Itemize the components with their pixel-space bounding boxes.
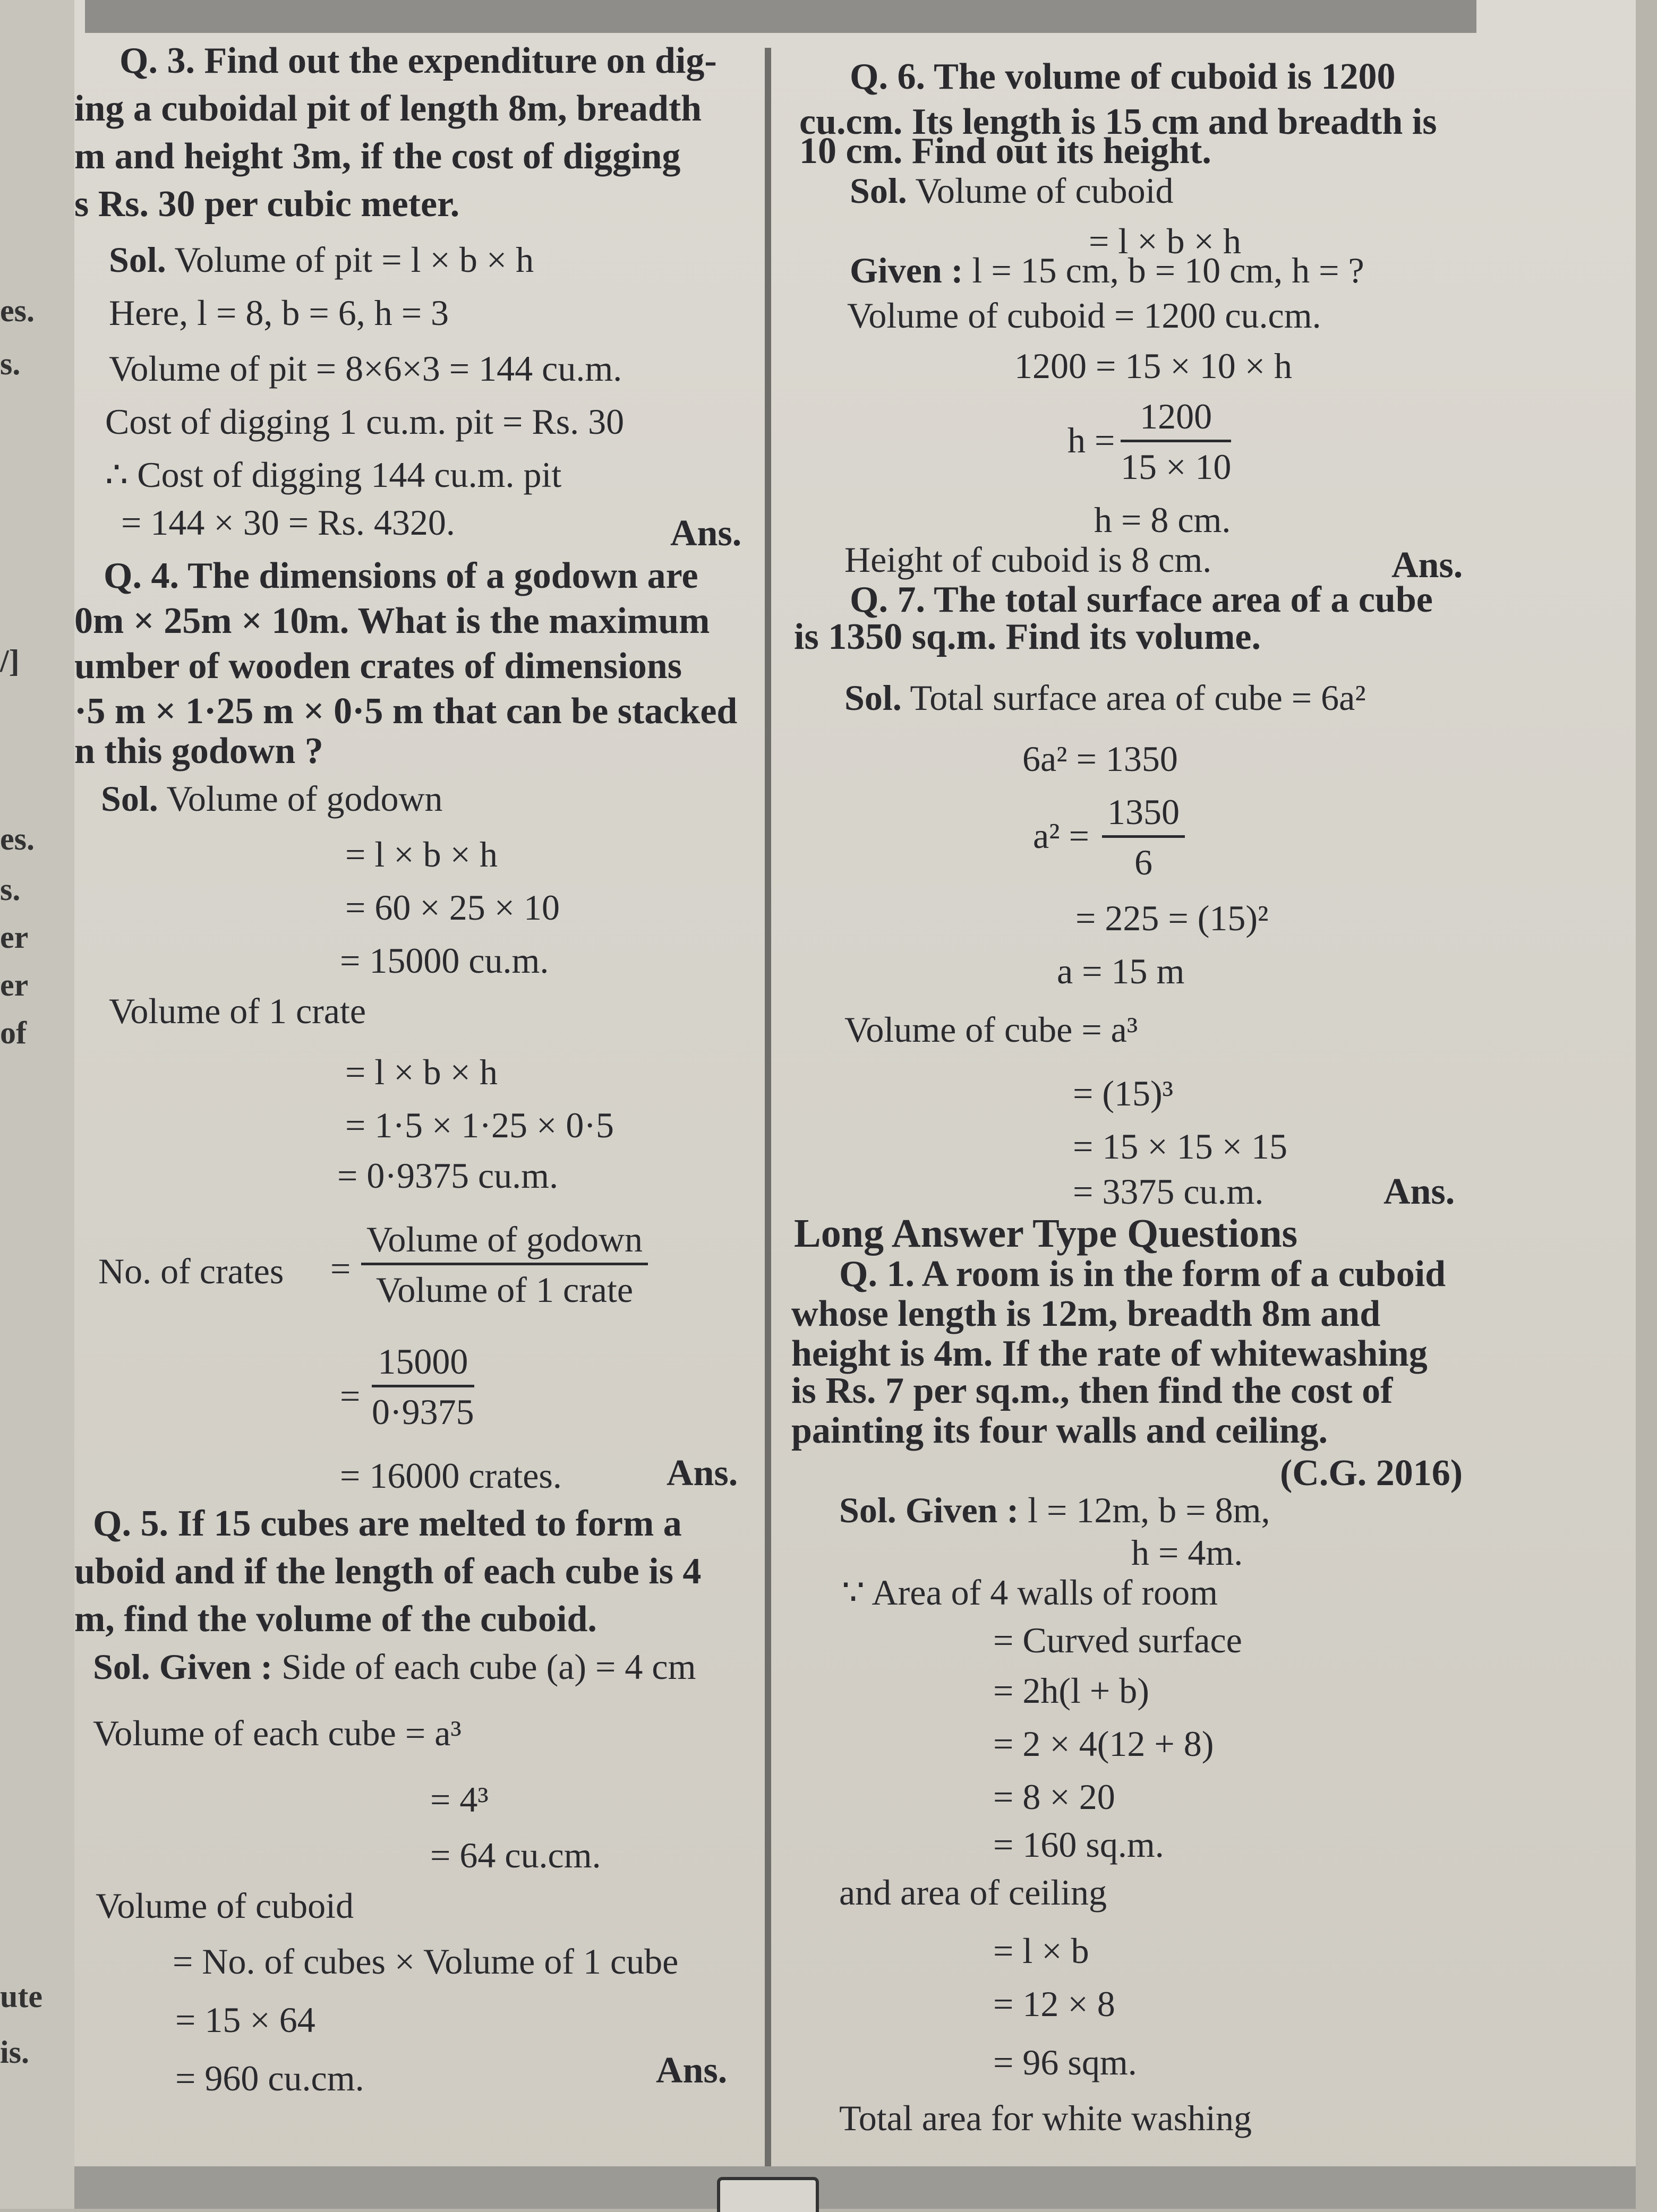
solution-line: = 60 × 25 × 10 xyxy=(345,887,560,928)
question-text: is 1350 sq.m. Find its volume. xyxy=(794,616,1261,657)
solution-line: = 15 × 15 × 15 xyxy=(1073,1126,1288,1167)
solution-line: Volume of cuboid = 1200 cu.cm. xyxy=(847,295,1321,336)
section-heading: Long Answer Type Questions xyxy=(794,1211,1298,1256)
solution-line: Volume of each cube = a³ xyxy=(93,1713,462,1753)
solution-line: Sol. Total surface area of cube = 6a² xyxy=(844,678,1366,718)
solution-line: = 1·5 × 1·25 × 0·5 xyxy=(345,1105,614,1145)
question-text: ing a cuboidal pit of length 8m, breadth xyxy=(74,88,702,129)
solution-line: ∴ Cost of digging 144 cu.m. pit xyxy=(105,455,562,495)
question-text: Q. 1. A room is in the form of a cuboid xyxy=(839,1254,1446,1294)
solution-line: Cost of digging 1 cu.m. pit = Rs. 30 xyxy=(105,401,625,442)
fraction-1350-over-6 xyxy=(1102,794,1185,880)
question-text: Q. 3. Find out the expenditure on dig- xyxy=(119,40,717,81)
solution-line: = l × b × h xyxy=(345,834,498,874)
question-text: Q. 6. The volume of cuboid is 1200 xyxy=(850,56,1396,97)
fraction-denominator: 15 × 10 xyxy=(1121,447,1232,487)
solution-line: Sol. Volume of cuboid xyxy=(850,170,1174,211)
question-text: 0m × 25m × 10m. What is the maximum xyxy=(74,601,710,641)
question-text: uboid and if the length of each cube is 4 xyxy=(74,1551,702,1592)
solution-line: = 15 × 64 xyxy=(175,2000,315,2040)
sol-label: Sol. Given : xyxy=(839,1490,1019,1530)
crates-label: No. of crates xyxy=(98,1251,284,1291)
adjacent-page-strip xyxy=(0,0,74,2209)
solution-line: Volume of pit = 8×6×3 = 144 cu.m. xyxy=(109,348,622,389)
solution-line: = 16000 crates. xyxy=(340,1455,562,1496)
question-text: 10 cm. Find out its height. xyxy=(799,131,1211,172)
solution-line: = 64 cu.cm. xyxy=(430,1835,601,1875)
question-text: s Rs. 30 per cubic meter. xyxy=(74,184,460,225)
solution-line: Sol. Given : Side of each cube (a) = 4 cm xyxy=(93,1647,696,1687)
question-text: m, find the volume of the cuboid. xyxy=(74,1599,597,1640)
fraction-numerator: 1200 xyxy=(1121,398,1231,442)
solution-line: = 8 × 20 xyxy=(993,1777,1115,1817)
question-text: Q. 5. If 15 cubes are melted to form a xyxy=(93,1503,682,1544)
given-label: Given : xyxy=(850,250,963,290)
solution-line: = 4³ xyxy=(430,1779,489,1820)
solution-line: = 2 × 4(12 + 8) xyxy=(993,1724,1214,1764)
question-text: umber of wooden crates of dimensions xyxy=(74,646,682,687)
page-bottom-band xyxy=(74,2166,1636,2209)
solution-line: and area of ceiling xyxy=(839,1872,1107,1913)
solution-line: h = 8 cm. xyxy=(1094,500,1231,540)
solution-line: = 160 sq.m. xyxy=(993,1824,1164,1865)
solution-line: Given : l = 15 cm, b = 10 cm, h = ? xyxy=(850,250,1364,290)
fraction-numerator: 15000 xyxy=(372,1343,474,1387)
fraction-15000-over-09375 xyxy=(372,1343,474,1430)
exam-reference: (C.G. 2016) xyxy=(1280,1453,1463,1494)
fraction-denominator: 0·9375 xyxy=(372,1392,474,1432)
equals-sign: = xyxy=(340,1376,361,1416)
margin-fragment: s. xyxy=(0,872,21,907)
answer-marker: Ans. xyxy=(1391,545,1463,586)
solution-line: Sol. Given : l = 12m, b = 8m, xyxy=(839,1490,1270,1530)
fraction-numerator: Volume of godown xyxy=(361,1221,648,1265)
margin-fragment: s. xyxy=(0,346,21,381)
solution-line: Volume of cuboid xyxy=(96,1885,354,1926)
sol-label: Sol. xyxy=(850,170,907,211)
solution-line: ∵ Area of 4 walls of room xyxy=(842,1572,1218,1613)
fraction-denominator: Volume of 1 crate xyxy=(376,1270,634,1310)
solution-line: = 15000 cu.m. xyxy=(340,940,549,981)
h-label: h = xyxy=(1067,420,1115,460)
answer-marker: Ans. xyxy=(656,2050,728,2091)
solution-line: Volume of 1 crate xyxy=(109,991,366,1031)
solution-line: Here, l = 8, b = 6, h = 3 xyxy=(109,293,449,333)
sol-label: Sol. Given : xyxy=(93,1647,273,1687)
solution-line: = Curved surface xyxy=(993,1620,1242,1660)
fraction-godown-over-crate xyxy=(361,1221,648,1308)
solution-line: = 12 × 8 xyxy=(993,1984,1115,2024)
solution-line: a = 15 m xyxy=(1057,951,1185,991)
sol-label: Sol. xyxy=(109,239,166,280)
question-text: m and height 3m, if the cost of digging xyxy=(74,136,681,177)
margin-fragment: es. xyxy=(0,293,35,328)
solution-line: h = 4m. xyxy=(1131,1532,1243,1573)
answer-marker: Ans. xyxy=(667,1453,738,1494)
solution-line: = 3375 cu.m. xyxy=(1073,1171,1264,1212)
a-squared-label: a² = xyxy=(1033,816,1089,856)
solution-line: = l × b × h xyxy=(1089,221,1241,261)
question-text: cu.cm. Its length is 15 cm and breadth is xyxy=(799,101,1437,142)
solution-line: = 96 sqm. xyxy=(993,2042,1137,2082)
solution-line: = 0·9375 cu.m. xyxy=(337,1155,559,1196)
solution-line: Volume of cube = a³ xyxy=(844,1009,1138,1050)
question-text: n this godown ? xyxy=(74,731,323,771)
question-text: height is 4m. If the rate of whitewashing xyxy=(791,1333,1428,1374)
sol-label: Sol. xyxy=(844,678,902,718)
question-text: painting its four walls and ceiling. xyxy=(791,1410,1328,1451)
solution-line: = 144 × 30 = Rs. 4320. xyxy=(121,502,455,543)
solution-line: = No. of cubes × Volume of 1 cube xyxy=(173,1941,679,1982)
margin-fragment: is. xyxy=(0,2035,30,2070)
solution-line: = l × b × h xyxy=(345,1052,498,1092)
question-text: ·5 m × 1·25 m × 0·5 m that can be stacked xyxy=(74,691,738,732)
answer-marker: Ans. xyxy=(1383,1171,1455,1212)
solution-line: Total area for white washing xyxy=(839,2098,1252,2138)
question-text: Q. 4. The dimensions of a godown are xyxy=(104,555,698,596)
solution-line: Height of cuboid is 8 cm. xyxy=(844,539,1212,580)
page-top-band xyxy=(85,0,1476,33)
sol-label: Sol. xyxy=(101,778,158,819)
solution-line: Sol. Volume of pit = l × b × h xyxy=(109,239,534,280)
solution-line: 6a² = 1350 xyxy=(1022,739,1178,779)
margin-fragment: er xyxy=(0,920,29,955)
equals-sign: = xyxy=(330,1248,351,1289)
question-text: whose length is 12m, breadth 8m and xyxy=(791,1293,1381,1334)
question-text: is Rs. 7 per sq.m., then find the cost of xyxy=(791,1370,1393,1411)
fraction-denominator: 6 xyxy=(1134,842,1152,882)
question-text: Q. 7. The total surface area of a cube xyxy=(850,579,1433,620)
margin-fragment: of xyxy=(0,1015,27,1050)
solution-line: = 960 cu.cm. xyxy=(175,2058,364,2098)
fraction-1200-over-15x10 xyxy=(1121,398,1231,485)
margin-fragment: /] xyxy=(0,644,20,679)
solution-line: 1200 = 15 × 10 × h xyxy=(1014,346,1293,386)
margin-fragment: ute xyxy=(0,1979,42,2014)
solution-line: = (15)³ xyxy=(1073,1073,1174,1113)
solution-line: = 2h(l + b) xyxy=(993,1670,1149,1711)
margin-fragment: es. xyxy=(0,821,35,856)
solution-line: = 225 = (15)² xyxy=(1075,898,1269,938)
page-number-tab xyxy=(717,2177,819,2212)
solution-line: = l × b xyxy=(993,1931,1089,1971)
solution-line: Sol. Volume of godown xyxy=(101,778,443,819)
margin-fragment: er xyxy=(0,967,29,1002)
fraction-numerator: 1350 xyxy=(1102,794,1185,838)
column-divider xyxy=(765,48,771,2182)
answer-marker: Ans. xyxy=(670,513,742,554)
